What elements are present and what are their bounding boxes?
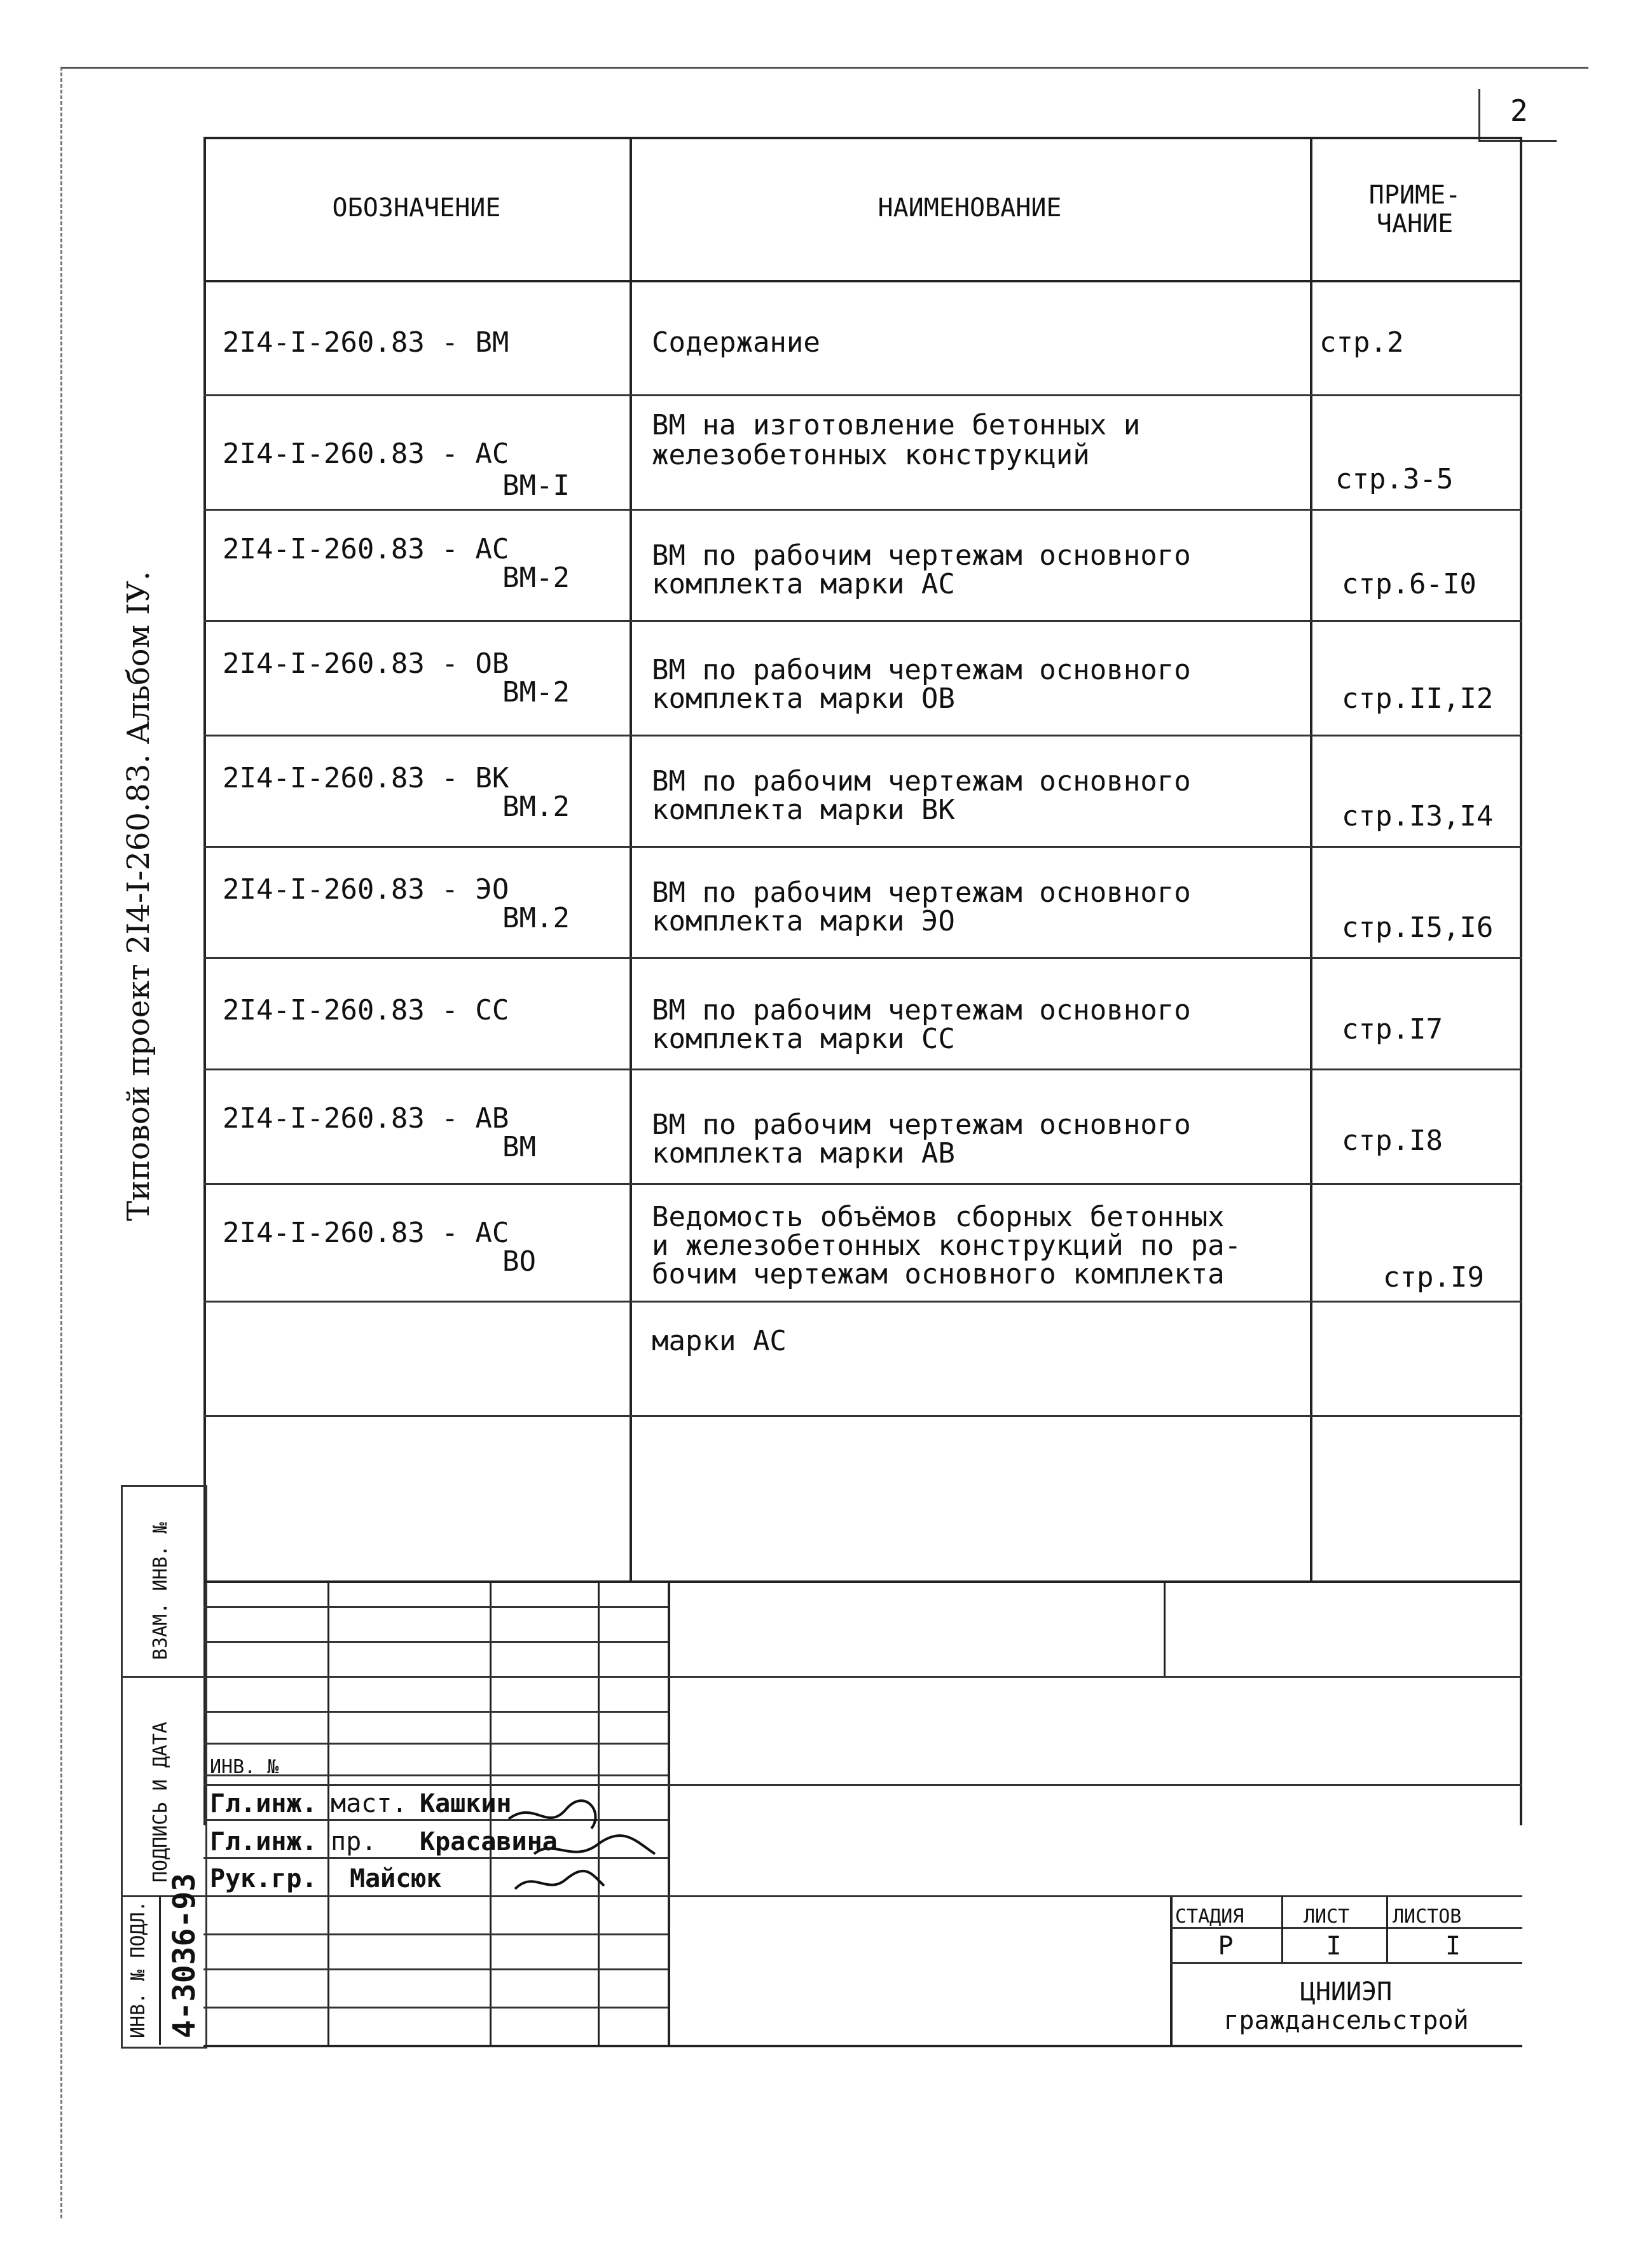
row-name: ВМ по рабочим чертежам основного	[652, 994, 1191, 1027]
row-line	[203, 1068, 1522, 1070]
row-name: комплекта марки ОВ	[652, 682, 955, 715]
tb-line	[203, 1784, 1522, 1786]
row-note: стр.I9	[1383, 1261, 1484, 1294]
tb-line	[203, 1641, 668, 1643]
row-code: 2I4-I-260.83 - АВ	[223, 1102, 509, 1135]
row-line	[203, 1301, 1522, 1303]
row-note: стр.I7	[1342, 1013, 1443, 1046]
person-name: Кашкин	[420, 1789, 512, 1818]
header-bottom	[203, 280, 1522, 282]
row-line	[203, 735, 1522, 736]
inv-no-label: ИНВ. №	[210, 1756, 279, 1778]
titleblock-top	[203, 1580, 1522, 1583]
row-line	[203, 1415, 1522, 1417]
header-name: НАИМЕНОВАНИЕ	[878, 193, 1062, 223]
table-col-divider-2	[1310, 137, 1312, 1580]
row-note: стр.I3,I4	[1342, 800, 1494, 833]
row-code: 2I4-I-260.83 - АС	[223, 438, 509, 470]
row-name: бочим чертежам основного комплекта	[652, 1258, 1225, 1290]
header-code: ОБОЗНАЧЕНИЕ	[332, 193, 501, 223]
person-name: Майсюк	[350, 1864, 442, 1893]
side-label: Типовой проект 2I4-I-260.83. Альбом IУ.	[121, 570, 156, 1221]
titleblock-bottom	[203, 2045, 1522, 2047]
page-number: 2	[1510, 93, 1528, 128]
person-role: Гл.инж.	[210, 1827, 317, 1856]
person-role: Гл.инж.	[210, 1789, 317, 1818]
tb-line	[203, 2007, 668, 2009]
row-name: Содержание	[652, 326, 820, 359]
margin-label-sign-date: ПОДПИСЬ И ДАТА	[149, 1722, 172, 1883]
row-name: ВМ на изготовление бетонных и	[652, 409, 1141, 441]
tb-line	[203, 1676, 1522, 1678]
row-mark: ВМ-2	[502, 562, 570, 594]
row-code: 2I4-I-260.83 - ОВ	[223, 647, 509, 680]
titleblock-div	[327, 1580, 329, 2045]
sheet-value: I	[1326, 1932, 1342, 1961]
row-name: комплекта марки ЭО	[652, 905, 955, 937]
margin-inv-number: 4-3036-93	[167, 1872, 202, 2038]
row-mark: ВМ-I	[502, 469, 570, 502]
row-code: 2I4-I-260.83 - СС	[223, 994, 509, 1027]
margin-label-inv-orig: ИНВ. № ПОДЛ.	[127, 1900, 149, 2038]
row-name: и железобетонных конструкций по ра-	[652, 1229, 1242, 1262]
row-line	[203, 846, 1522, 848]
row-code: 2I4-I-260.83 - АС	[223, 1217, 509, 1249]
tb-line	[203, 1743, 668, 1745]
row-code: 2I4-I-260.83 - ВК	[223, 762, 509, 794]
tb-line	[203, 1711, 668, 1713]
stage-value: Р	[1218, 1932, 1234, 1961]
row-line	[203, 620, 1522, 622]
stage-box-line	[1170, 1962, 1522, 1964]
row-note: стр.II,I2	[1342, 682, 1494, 715]
row-note: стр.3-5	[1335, 463, 1454, 495]
row-name: марки АС	[652, 1325, 787, 1357]
stage-label: СТАДИЯ	[1175, 1905, 1244, 1928]
row-name: ВМ по рабочим чертежам основного	[652, 539, 1191, 572]
header-note-2: ЧАНИЕ	[1376, 209, 1454, 239]
row-name: ВМ по рабочим чертежам основного	[652, 876, 1191, 909]
titleblock-div	[1164, 1580, 1166, 1676]
margin-divider	[121, 1676, 206, 1678]
row-note: стр.I5,I6	[1342, 911, 1494, 944]
row-mark: ВМ.2	[502, 791, 570, 823]
row-name: комплекта марки СС	[652, 1023, 955, 1055]
tb-line	[203, 1933, 668, 1935]
row-mark: ВМ.2	[502, 902, 570, 934]
sheets-label: ЛИСТОВ	[1393, 1905, 1462, 1928]
row-code: 2I4-I-260.83 - ЭО	[223, 873, 509, 906]
row-line	[203, 957, 1522, 959]
row-name: железобетонных конструкций	[652, 439, 1090, 471]
margin-label-replace-inv: ВЗАМ. ИНВ. №	[149, 1522, 172, 1660]
row-code: 2I4-I-260.83 - АС	[223, 533, 509, 565]
org-name-1: ЦНИИЭП	[1300, 1977, 1393, 2007]
person-role: Рук.гр.	[210, 1864, 317, 1893]
table-col-divider-1	[630, 137, 632, 1580]
row-name: ВМ по рабочим чертежам основного	[652, 1109, 1191, 1141]
person-name: Красавина	[420, 1827, 558, 1856]
table-border-right	[1520, 137, 1522, 1825]
sheet-label: ЛИСТ	[1304, 1905, 1350, 1928]
row-name: комплекта марки АС	[652, 568, 955, 600]
row-name: ВМ по рабочим чертежам основного	[652, 654, 1191, 686]
row-line	[203, 509, 1522, 511]
tb-line	[203, 1968, 668, 1970]
header-note-1: ПРИМЕ-	[1368, 181, 1461, 210]
row-name: Ведомость объёмов сборных бетонных	[652, 1201, 1225, 1233]
row-note: стр.6-I0	[1342, 568, 1476, 600]
row-mark: ВМ-2	[502, 676, 570, 709]
table-top	[203, 137, 1522, 139]
row-note: стр.2	[1319, 326, 1404, 359]
row-mark: ВМ	[502, 1131, 536, 1163]
row-line	[203, 394, 1522, 396]
row-note: стр.I8	[1342, 1124, 1443, 1157]
tb-line	[203, 1895, 1522, 1897]
person-group: маст.	[331, 1789, 408, 1818]
sheets-value: I	[1445, 1932, 1461, 1961]
tb-line	[203, 1606, 668, 1608]
row-name: ВМ по рабочим чертежам основного	[652, 765, 1191, 798]
row-name: комплекта марки ВК	[652, 794, 955, 826]
org-name-2: граждансельстрой	[1223, 2006, 1469, 2035]
row-code: 2I4-I-260.83 - ВМ	[223, 326, 509, 359]
signature-marks	[496, 1794, 680, 1902]
row-name: комплекта марки АВ	[652, 1137, 955, 1170]
row-mark: ВО	[502, 1245, 536, 1278]
margin-divider-v	[159, 1895, 161, 2045]
row-line	[203, 1183, 1522, 1185]
person-group: пр.	[331, 1827, 377, 1856]
